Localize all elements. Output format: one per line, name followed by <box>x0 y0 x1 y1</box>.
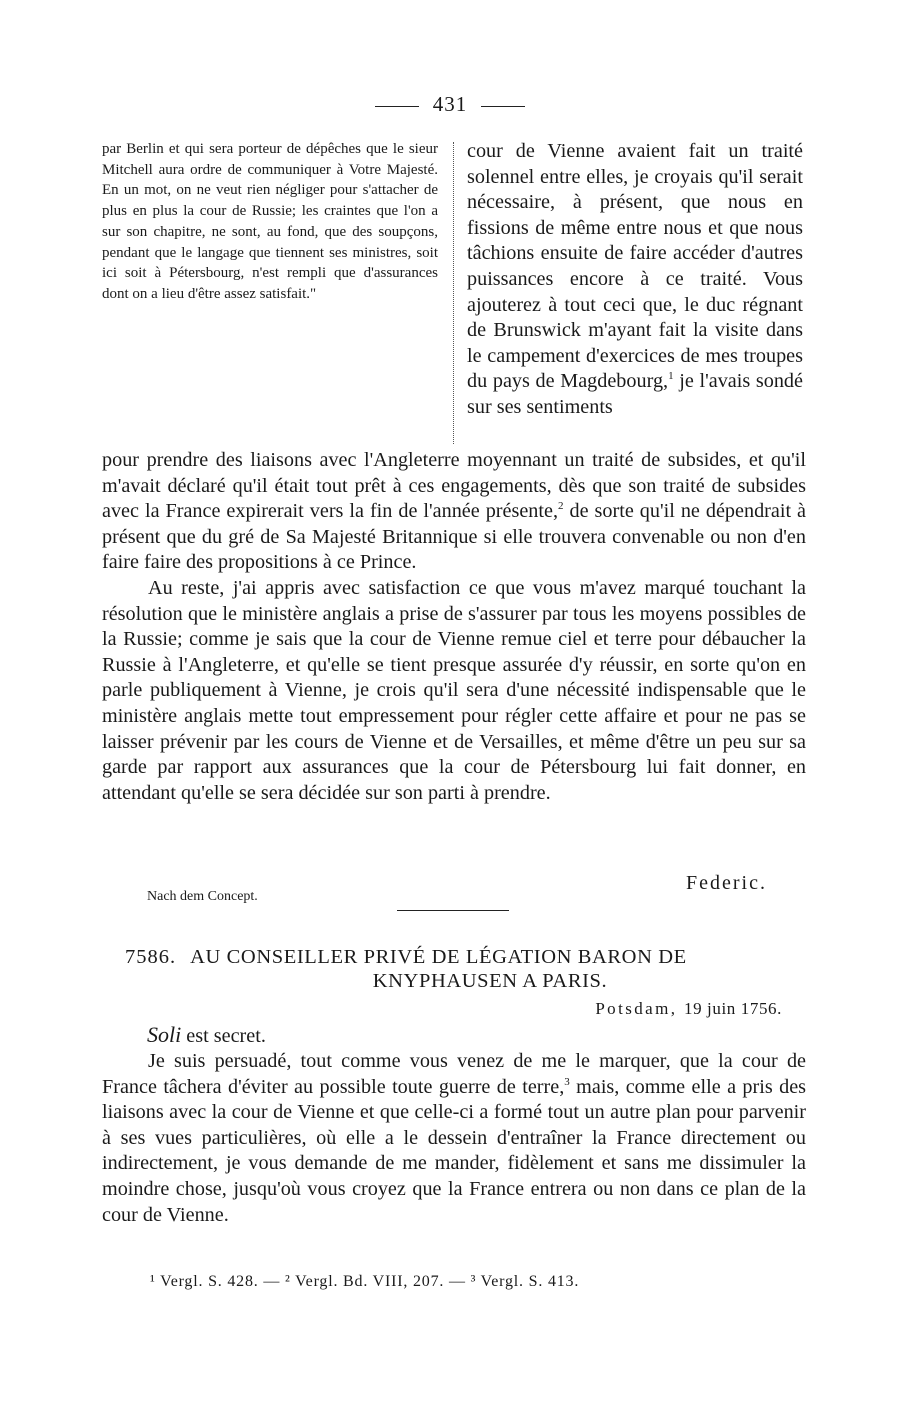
left-column-text: par Berlin et qui sera porteur de dépêches que le sieur Mitchell aura ordre de communiquer à Votre Majesté. En un mot, on ne veut rien négliger pour s'attacher de plus en plus la cour de Russie; les craintes que l'on a sur son chapitre, ne sont, au fond, que des soupçons, pendant que le langage que tiennent ses ministres, soit ici soit à Pétersbourg, n'est rempli que d'assurances dont on a lieu d'être assez satisfait." <box>102 141 438 302</box>
paragraph-1-part2: de sorte qu'il ne dépendrait à présent que du gré de Sa Majesté Britannique si elle trouvera convenable ou non d'en faire faire des propositions à ce Prince. <box>102 500 807 574</box>
salutation <box>147 1022 266 1048</box>
document-title <box>125 945 785 993</box>
date-place: Potsdam, <box>595 999 678 1018</box>
header-dash-left <box>375 106 419 107</box>
dateline <box>595 999 782 1019</box>
letter-part2: mais, comme elle a pris des liaisons avec la cour de Vienne et que celle-ci a formé tout un autre plan pour parvenir à ses vues particulières, où elle a le dessein d'entraîner la France directement ou indirectement, je vous demande de me mander, fidèlement et sans me dissimuler la moindre chose, jusqu'où vous croyez que la France entrera ou non dans ce plan de la cour de Vienne. <box>102 1075 807 1226</box>
date-rest: 19 juin 1756. <box>684 999 782 1018</box>
title-line-1: AU CONSEILLER PRIVÉ DE LÉGATION BARON DE <box>190 946 687 968</box>
page-header <box>0 92 900 117</box>
paragraph-1 <box>102 448 806 576</box>
column-divider <box>453 142 454 444</box>
letter-paragraph <box>102 1049 806 1228</box>
letter-body <box>102 1049 806 1228</box>
right-column-text <box>467 139 803 421</box>
right-text-part2: je l'avais sondé sur ses sentiments <box>467 370 803 418</box>
document-number: 7586. <box>125 946 177 968</box>
footnotes: ¹ Vergl. S. 428. — ² Vergl. Bd. VIII, 207. — ³ Vergl. S. 413. <box>150 1273 580 1290</box>
footnote-ref-3: 3 <box>564 1075 570 1088</box>
page-number: 431 <box>432 92 468 116</box>
footnote-ref-2: 2 <box>558 500 564 513</box>
source-note: Nach dem Concept. <box>147 889 258 904</box>
paragraph-2: Au reste, j'ai appris avec satisfaction ce que vous m'avez marqué touchant la résolution que le ministère anglais a prise de s'assurer par tous les moyens possibles de la Russie; comme je sais que la cour de Vienne remue ciel et terre pour débaucher la Russie à l'Angleterre, et qu'elle se tient presque assurée d'y réussir, en sorte qu'on en parle publiquement à Vienne, je crois qu'il sera d'une nécessité indispensable que le ministère anglais mette tout empressement pour régler cette affaire et pour ne pas se laisser prévenir par les cours de Vienne et de Versailles, et même d'être un peu sur sa garde par rapport aux assurances que la cour de Pétersbourg lui fait donner, en attendant qu'elle se sera décidée sur son parti à prendre. <box>102 576 806 804</box>
right-text-part1: cour de Vienne avaient fait un traité solennel entre elles, je croyais qu'il serait nécessaire, à présent, que nous en fissions de même entre nous et que nous tâchions ensuite de faire accéder d'autres puissances encore à ce traité. Vous ajouterez à tout ceci que, le duc régnant de Brunswick m'ayant fait la visite dans le campement d'exercices de mes troupes du pays de Magdebourg, <box>467 140 803 393</box>
header-dash-right <box>481 106 525 107</box>
salutation-italic: Soli <box>147 1022 182 1047</box>
paragraph-1-part1: pour prendre des liaisons avec l'Angleterre moyennant un traité de subsides, et qu'il m'avait déclaré qu'il était tout prêt à ces engagements, dès que son traité de subsides avec la France expirerait vers la fin de l'année présente, <box>102 449 806 523</box>
left-column <box>102 139 438 305</box>
section-separator <box>397 910 509 911</box>
continuation-block <box>102 448 806 806</box>
right-column <box>467 139 803 421</box>
title-line-2: KNYPHAUSEN A PARIS. <box>372 970 608 992</box>
salutation-rest: est secret. <box>186 1025 266 1047</box>
signature: Federic. <box>686 872 767 894</box>
letter-part1: Je suis persuadé, tout comme vous venez de me le marquer, que la cour de France tâchera d'éviter au possible toute guerre de terre, <box>102 1050 806 1098</box>
footnote-ref-1: 1 <box>668 370 674 383</box>
